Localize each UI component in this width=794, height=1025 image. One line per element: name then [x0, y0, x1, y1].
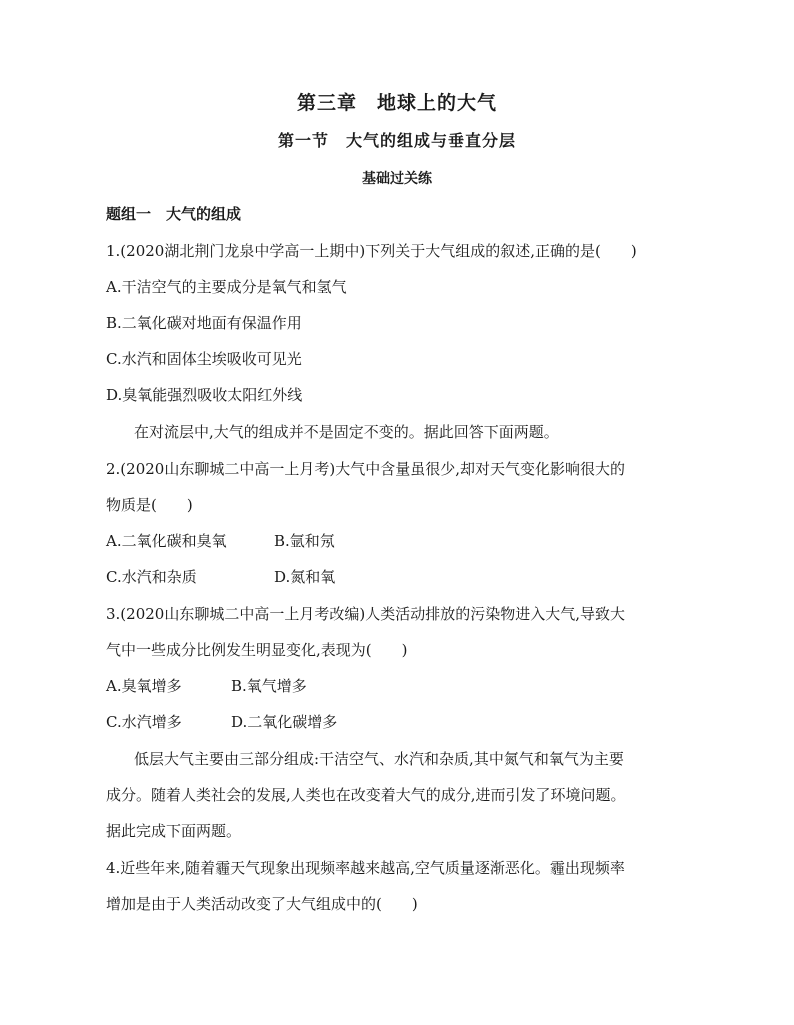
question-3-option-c: C.水汽增多: [106, 713, 182, 731]
question-3-option-d: D.二氧化碳增多: [231, 713, 338, 731]
question-2-option-a: A.二氧化碳和臭氧: [106, 532, 227, 550]
question-2-stem-line-1: 2.(2020山东聊城二中高一上月考)大气中含量虽很少,却对天气变化影响很大的: [106, 460, 625, 478]
group-title: 题组一 大气的组成: [106, 205, 242, 223]
question-2-stem-line-2: 物质是( ): [106, 496, 193, 514]
question-2-option-d: D.氮和氧: [274, 568, 336, 586]
section-title: 第一节 大气的组成与垂直分层: [277, 131, 516, 150]
intro-paragraph-2-line-3: 据此完成下面两题。: [106, 822, 242, 840]
question-4-stem-line-1: 4.近些年来,随着霾天气现象出现频率越来越高,空气质量逐渐恶化。霾出现频率: [106, 859, 625, 877]
question-1-stem: 1.(2020湖北荆门龙泉中学高一上期中)下列关于大气组成的叙述,正确的是( ): [106, 242, 637, 260]
intro-paragraph-2-line-1: 低层大气主要由三部分组成:干洁空气、水汽和杂质,其中氮气和氧气为主要: [134, 750, 624, 768]
chapter-title: 第三章 地球上的大气: [296, 92, 497, 114]
question-4-stem-line-2: 增加是由于人类活动改变了大气组成中的( ): [106, 895, 418, 913]
question-3-option-b: B.氧气增多: [231, 677, 307, 695]
question-3-stem-line-2: 气中一些成分比例发生明显变化,表现为( ): [106, 641, 408, 659]
intro-paragraph-1: 在对流层中,大气的组成并不是固定不变的。据此回答下面两题。: [134, 423, 559, 441]
question-3-option-a: A.臭氧增多: [106, 677, 182, 695]
question-1-option-a: A.干洁空气的主要成分是氧气和氢气: [106, 278, 347, 296]
question-1-option-d: D.臭氧能强烈吸收太阳红外线: [106, 386, 303, 404]
question-3-stem-line-1: 3.(2020山东聊城二中高一上月考改编)人类活动排放的污染物进入大气,导致大: [106, 605, 625, 623]
intro-paragraph-2-line-2: 成分。随着人类社会的发展,人类也在改变着大气的成分,进而引发了环境问题。: [106, 786, 626, 804]
subsection-title: 基础过关练: [362, 171, 432, 187]
question-2-option-b: B.氩和氖: [274, 532, 335, 550]
question-1-option-b: B.二氧化碳对地面有保温作用: [106, 314, 302, 332]
question-1-option-c: C.水汽和固体尘埃吸收可见光: [106, 350, 302, 368]
question-2-option-c: C.水汽和杂质: [106, 568, 197, 586]
